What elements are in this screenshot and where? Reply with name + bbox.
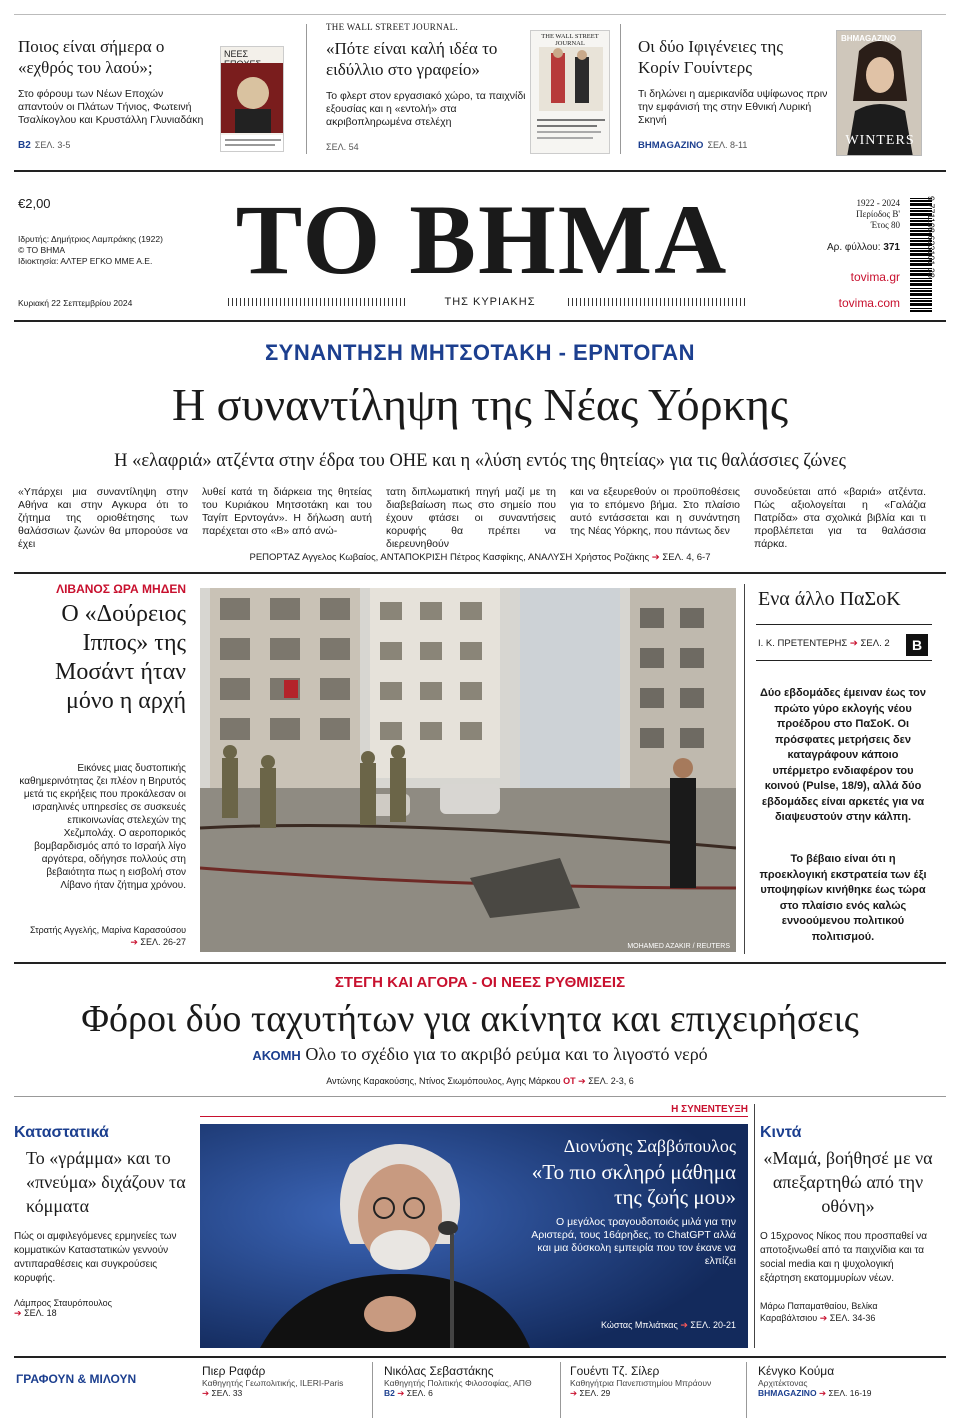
keanu-authors: Μάρω Παπαματθαίου, Βελίκα Καραβάλτσιου bbox=[760, 1301, 878, 1323]
teaser-2-title: «Πότε είναι καλή ιδέα το ειδύλλιο στο γραφείο» bbox=[326, 39, 498, 79]
masthead-period bbox=[790, 198, 900, 231]
footer-divider-1 bbox=[372, 1362, 373, 1418]
teaser-divider-2 bbox=[620, 24, 621, 154]
tax-ref-badge: ΟΤ bbox=[563, 1076, 576, 1086]
lead-column-2: λυθεί κατά τη διάρκεια της θητείας του Κυριάκου Μητσοτάκη και του Ταγίπ Ερντογάν». Η δήλωση αυτή παρέχεται στο «Β» από ανώ- bbox=[202, 486, 372, 537]
constitution-author: Λάμπρος Σταυρόπουλος bbox=[14, 1298, 112, 1308]
lead-columns bbox=[18, 486, 926, 550]
opinion-divider bbox=[744, 584, 745, 954]
issue-value: 371 bbox=[883, 242, 900, 253]
opinion-rule-2 bbox=[756, 660, 932, 661]
interview-byline: Κώστας Μπλιάτκας ➔ ΣΕΛ. 20-21 bbox=[600, 1320, 736, 1330]
opinion-rule-1 bbox=[756, 624, 932, 625]
lebanon-text: Εικόνες μιας δυστοπικής καθημερινότητας ζει πλέον η Βηρυτός μετά τις εκρήξεις που προκάλεσαν οι ισραηλινές υπηρεσίες σε συσκευές επικοινωνίας στελεχών της Χεζμπολάχ. Ο αεροπορικός βομβαρδισμός από το Ισραήλ λίγο αργότερα, οδήγησε πολλούς στη βεβαιότητα πως η εισβολή στον Λίβανο ήταν ζήτημα χρόνου. bbox=[19, 763, 186, 891]
opinion-text-1: Δύο εβδομάδες έμειναν έως τον πρώτο γύρο εκλογής νέου προέδρου στο ΠαΣοΚ. Οι πρόσφατες μετρήσεις δεν καταγράφουν κάποιο υπέρμετρο ενδιαφέρον του κοινού (Pulse, 18/9), αλλά δύο εβδομάδες είναι αρκετές για να διαψευστούν στην κάλπη. bbox=[759, 687, 927, 823]
teaser-1[interactable] bbox=[18, 36, 208, 153]
footer-item-2-name: Νικόλας Σεβαστάκης bbox=[384, 1364, 494, 1378]
website-link-1[interactable]: tovima.gr bbox=[850, 270, 900, 284]
lead-ref[interactable]: ΣΕΛ. 4, 6-7 bbox=[662, 552, 711, 563]
footer-item-2-badge: B2 bbox=[384, 1388, 395, 1398]
opinion-byline: Ι. Κ. ΠΡΕΤΕΝΤΕΡΗΣ ➔ ΣΕΛ. 2 bbox=[758, 638, 890, 649]
lead-column-5: συνοδεύεται από «βαριά» ατζέντα. Πώς αξιολογείται η «Γαλάζια Πατρίδα» στα σχολικά βιβλία και τι προβλέπεται για τα θαλάσσια πάρκα. bbox=[754, 486, 926, 550]
teaser-1-thumbnail[interactable] bbox=[220, 46, 284, 152]
footer-item-4-name: Κένγκο Κούμα bbox=[758, 1364, 835, 1378]
period: Περίοδος Β' bbox=[856, 209, 900, 219]
footer-item-4-role: Αρχιτέκτονας bbox=[758, 1378, 808, 1388]
keanu-kicker: Κιντά bbox=[760, 1124, 802, 1141]
footer-item-1[interactable]: Πιερ Ραφάρ Καθηγητής Γεωπολιτικής, ILERI-Paris ➔ ΣΕΛ. 33 bbox=[202, 1364, 362, 1399]
lebanon-photo-credit: MOHAMED AZAKIR / REUTERS bbox=[627, 943, 730, 950]
issue-date: Κυριακή 22 Σεπτεμβρίου 2024 bbox=[18, 298, 133, 308]
teaser-2-thumb-image bbox=[531, 43, 610, 153]
constitution-kicker: Καταστατικά bbox=[14, 1124, 109, 1141]
teaser-3-badge: BHMAGAZINO bbox=[638, 140, 704, 151]
footer-item-3-name: Γουέντι Τζ. Σίλερ bbox=[570, 1364, 660, 1378]
lead-column-4: και να εξευρεθούν οι προϋποθέσεις για το επόμενο βήμα. Στο πλαίσιο αυτό εντάσσεται και η συνάντηση της Νέας Υόρκης, που πάντως δεν bbox=[570, 486, 740, 537]
teaser-1-text: Στο φόρουμ των Νέων Εποχών απαντούν οι Πλάτων Τήνιος, Φωτεινή Τσαλίκογλου και Κρυστάλλη Γλυνιαδάκη bbox=[18, 88, 204, 126]
issue-label: Αρ. φύλλου: bbox=[827, 242, 881, 253]
keanu-byline: Μάρω Παπαματθαίου, Βελίκα Καραβάλτσιου ➔ ΣΕΛ. 34-36 bbox=[760, 1301, 878, 1323]
lebanon-ref[interactable]: ΣΕΛ. 26-27 bbox=[140, 937, 186, 947]
teaser-2-thumb-label: THE WALL STREET JOURNAL bbox=[541, 33, 599, 47]
tax-sub-line bbox=[0, 1044, 960, 1065]
footer-divider-3 bbox=[746, 1362, 747, 1418]
keanu-divider bbox=[754, 1104, 755, 1348]
masthead-subtitle: ΤΗΣ ΚΥΡΙΑΚΗΣ bbox=[444, 296, 536, 308]
opinion-title[interactable]: Ενα άλλο ΠαΣοΚ bbox=[758, 588, 901, 610]
lebanon-headline[interactable]: Ο «Δούρειος Ιππος» της Μοσάντ ήταν μόνο η αρχή bbox=[55, 601, 186, 714]
footer-item-4[interactable]: Κένγκο Κούμα Αρχιτέκτονας BHMAGAZINO ➔ ΣΕΛ. 16-19 bbox=[758, 1364, 938, 1399]
footer-item-1-role: Καθηγητής Γεωπολιτικής, ILERI-Paris bbox=[202, 1378, 344, 1388]
constitution-ref[interactable]: ΣΕΛ. 18 bbox=[24, 1308, 57, 1318]
interview-author: Κώστας Μπλιάτκας bbox=[600, 1320, 678, 1330]
teaser-3-thumb-caption: WINTERS bbox=[845, 133, 915, 148]
footer-item-2-ref[interactable]: ΣΕΛ. 6 bbox=[406, 1388, 433, 1398]
footer-item-3[interactable]: Γουέντι Τζ. Σίλερ Καθηγήτρια Πανεπιστημίου Μπράουν ➔ ΣΕΛ. 29 bbox=[570, 1364, 740, 1399]
lebanon-authors: Στρατής Αγγελής, Μαρίνα Καρασούσου bbox=[29, 925, 186, 935]
lead-headline[interactable]: Η συναντίληψη της Νέας Υόρκης bbox=[171, 379, 789, 430]
teaser-2-ref: ΣΕΛ. 54 bbox=[326, 142, 359, 152]
footer-item-2[interactable]: Νικόλας Σεβαστάκης Καθηγητής Πολιτικής Φιλοσοφίας, ΑΠΘ B2 ➔ ΣΕΛ. 6 bbox=[384, 1364, 554, 1399]
opinion-badge: B bbox=[906, 634, 928, 656]
footer-item-3-ref[interactable]: ΣΕΛ. 29 bbox=[579, 1388, 611, 1398]
tax-ref[interactable]: ΣΕΛ. 2-3, 6 bbox=[588, 1076, 634, 1086]
teaser-1-thumb-image bbox=[221, 63, 284, 152]
teaser-2-thumbnail[interactable] bbox=[530, 30, 610, 154]
tax-sub: Ολο το σχέδιο για το ακριβό ρεύμα και το λιγοστό νερό bbox=[305, 1044, 708, 1064]
teaser-1-ref: ΣΕΛ. 3-5 bbox=[34, 140, 71, 150]
tax-byline: Αντώνης Καρακούσης, Ντίνος Σιωμόπουλος, Αγης Μάρκου ΟΤ ➔ ΣΕΛ. 2-3, 6 bbox=[326, 1076, 634, 1086]
footer-item-2-role: Καθηγητής Πολιτικής Φιλοσοφίας, ΑΠΘ bbox=[384, 1378, 532, 1388]
keanu-headline: «Μαμά, βοήθησέ με να απεξαρτηθώ από την οθόνη» bbox=[763, 1148, 933, 1216]
teaser-1-badge: B2 bbox=[18, 140, 31, 151]
lebanon-kicker: ΛΙΒΑΝΟΣ ΩΡΑ ΜΗΔΕΝ bbox=[56, 582, 186, 596]
masthead-title[interactable]: ΤΟ ΒΗΜΑ bbox=[235, 184, 729, 295]
lead-column-1: «Υπάρχει μια συναντίληψη στην Αθήνα και στην Αγκυρα ότι το ζήτημα της οριοθέτησης των θαλάσσιων ζωνών θα μπορούσε να έχει bbox=[18, 486, 188, 550]
copyright: © ΤΟ ΒΗΜΑ bbox=[18, 245, 66, 255]
barcode-number: 9 771108 623101 38 bbox=[926, 196, 936, 278]
teaser-1-thumb-label: ΝΕΕΣ bbox=[224, 49, 249, 59]
tax-bottom-rule bbox=[14, 1096, 946, 1097]
interview-photo[interactable] bbox=[200, 1124, 748, 1348]
keanu-text: Ο 15χρονος Νίκος που προσπαθεί να αποτοξινωθεί από τα παιχνίδια και τα social media και η ψυχολογική εξάρτηση εκατομμυρίων νέων. bbox=[760, 1231, 928, 1284]
masthead-info bbox=[18, 234, 218, 267]
tax-sub-label: ΑΚΟΜΗ bbox=[252, 1048, 301, 1063]
opinion-text-2: Το βέβαιο είναι ότι η προεκλογική εκστρατεία των έξι υποψηφίων κινήθηκε έως τώρα στο πλαίσιο ενός καλώς εννοούμενου πολιτικού πολιτισμού. bbox=[759, 853, 927, 943]
footer-top-rule bbox=[14, 1356, 946, 1358]
lead-bottom-rule bbox=[14, 572, 946, 574]
tax-authors: Αντώνης Καρακούσης, Ντίνος Σιωμόπουλος, Αγης Μάρκου bbox=[326, 1076, 561, 1086]
teaser-1-title: Ποιος είναι σήμερα ο «εχθρός του λαού»; bbox=[18, 37, 165, 77]
teaser-2[interactable] bbox=[326, 22, 526, 155]
footer-item-4-badge: BHMAGAZINO bbox=[758, 1388, 817, 1398]
constitution-text: Πώς οι αμφιλεγόμενες ερμηνείες των κομματικών Καταστατικών γεννούν αντιπαραθέσεις και συγκρούσεις κορυφής. bbox=[14, 1231, 177, 1284]
footer-item-3-role: Καθηγήτρια Πανεπιστημίου Μπράουν bbox=[570, 1378, 712, 1388]
masthead-bottom-rule bbox=[14, 320, 946, 322]
teaser-divider-1 bbox=[306, 24, 307, 154]
footer-divider-2 bbox=[560, 1362, 561, 1418]
teaser-3-thumb-label: BHMAGAZINO bbox=[841, 34, 897, 43]
footer-label: ΓΡΑΦΟΥΝ & ΜΙΛΟΥΝ bbox=[16, 1372, 137, 1386]
lead-kicker: ΣΥΝΑΝΤΗΣΗ ΜΗΤΣΟΤΑΚΗ - ΕΡΝΤΟΓΑΝ bbox=[264, 340, 696, 365]
footer-item-1-ref[interactable]: ΣΕΛ. 33 bbox=[211, 1388, 243, 1398]
teaser-2-brand: THE WALL STREET JOURNAL. bbox=[326, 22, 459, 32]
website-link-2[interactable]: tovima.com bbox=[838, 296, 900, 310]
lead-deck: Η «ελαφριά» ατζέντα στην έδρα του ΟΗΕ και η «λύση εντός της θητείας» για τις θαλάσσιες ζώνες bbox=[114, 451, 846, 471]
teaser-3-title: Οι δύο Ιφιγένειες της Κορίν Γουίντερς bbox=[638, 37, 783, 77]
lebanon-bottom-rule bbox=[14, 962, 946, 964]
teaser-2-text: Το φλερτ στον εργασιακό χώρο, τα παιχνίδι εξουσίας και η «εντολή» στα ακριβοπληρωμένα στελέχη bbox=[326, 90, 526, 128]
price: €2,00 bbox=[18, 196, 51, 211]
interview-label: Η ΣΥΝΕΝΤΕΥΞΗ bbox=[200, 1104, 748, 1117]
teaser-3-thumbnail[interactable] bbox=[836, 30, 922, 156]
years: 1922 - 2024 bbox=[856, 198, 900, 208]
interview-quote: «Το πιο σκληρό μάθημα της ζωής μου» bbox=[531, 1160, 736, 1209]
top-rule bbox=[14, 14, 946, 15]
opinion-author: Ι. Κ. ΠΡΕΤΕΝΤΕΡΗΣ bbox=[758, 638, 848, 649]
tax-kicker: ΣΤΕΓΗ ΚΑΙ ΑΓΟΡΑ - ΟΙ ΝΕΕΣ ΡΥΘΜΙΣΕΙΣ bbox=[334, 974, 626, 991]
lead-column-3: τατη διπλωματική πηγή μαζί με τη διαβεβαίωση πως στο σημείο που έχουν φτάσει οι συναντήσεις κορυφής θα πρέπει να διερευνηθούν bbox=[386, 486, 556, 550]
interview-text: Ο μεγάλος τραγουδοποιός μιλά για την Αριστερά, τους 16άρηδες, το ChatGPT αλλά και μια δύσκολη εμπειρία που τον έκανε να ελπίζει bbox=[531, 1216, 736, 1267]
tax-headline[interactable]: Φόροι δύο ταχυτήτων για ακίνητα και επιχειρήσεις bbox=[81, 998, 859, 1040]
owner: Ιδιοκτησία: ΑΛΤΕΡ ΕΓΚΟ ΜΜΕ Α.Ε. bbox=[18, 256, 153, 266]
footer-item-4-ref[interactable]: ΣΕΛ. 16-19 bbox=[828, 1388, 872, 1398]
founder: Ιδρυτής: Δημήτριος Λαμπράκης (1922) bbox=[18, 234, 163, 244]
lead-credits-line: ΡΕΠΟΡΤΑΖ Αγγελος Κωβαίος, ΑΝΤΑΠΟΚΡΙΣΗ Πέτρος Κασφίκης, ΑΝΑΛΥΣΗ Χρήστος Ροζάκης ➔ ΣΕΛ. 4, 6-7 bbox=[249, 552, 711, 563]
interview-ref[interactable]: ΣΕΛ. 20-21 bbox=[690, 1320, 736, 1330]
keanu-ref[interactable]: ΣΕΛ. 34-36 bbox=[829, 1313, 876, 1323]
constitution-headline: Το «γράμμα» και το «πνεύμα» διχάζουν τα κόμματα bbox=[26, 1148, 186, 1216]
lebanon-photo-image bbox=[200, 588, 736, 952]
constitution-story[interactable]: Καταστατικά Το «γράμμα» και το «πνεύμα» διχάζουν τα κόμματα Πώς οι αμφιλεγόμενες ερμηνείες των κομματικών Καταστατικών γεννούν αντιπαραθέσεις και συγκρούσεις κορυφής. Λάμπρος Σταυρόπουλος ➔ ΣΕΛ. 18 bbox=[14, 1124, 190, 1319]
interview-name: Διονύσης Σαββόπουλος bbox=[563, 1136, 736, 1156]
lead-credits: ΡΕΠΟΡΤΑΖ Αγγελος Κωβαίος, ΑΝΤΑΠΟΚΡΙΣΗ Πέτρος Κασφίκης, ΑΝΑΛΥΣΗ Χρήστος Ροζάκης bbox=[249, 552, 650, 563]
lebanon-photo[interactable] bbox=[200, 588, 736, 952]
lebanon-byline: Στρατής Αγγελής, Μαρίνα Καρασούσου ➔ ΣΕΛ. 26-27 bbox=[18, 924, 186, 948]
year-number: Έτος 80 bbox=[870, 220, 900, 230]
teaser-3-ref: ΣΕΛ. 8-11 bbox=[707, 140, 748, 150]
issue-number bbox=[740, 242, 900, 253]
footer-item-1-name: Πιερ Ραφάρ bbox=[202, 1364, 266, 1378]
keanu-story[interactable] bbox=[760, 1124, 936, 1324]
opinion-ref[interactable]: ΣΕΛ. 2 bbox=[860, 638, 890, 649]
teasers-bottom-rule bbox=[14, 170, 946, 172]
teaser-3[interactable] bbox=[638, 36, 828, 153]
teaser-3-text: Τι δηλώνει η αμερικανίδα υψίφωνος πριν την εμφάνισή της στην Εθνική Λυρική Σκηνή bbox=[638, 88, 828, 126]
